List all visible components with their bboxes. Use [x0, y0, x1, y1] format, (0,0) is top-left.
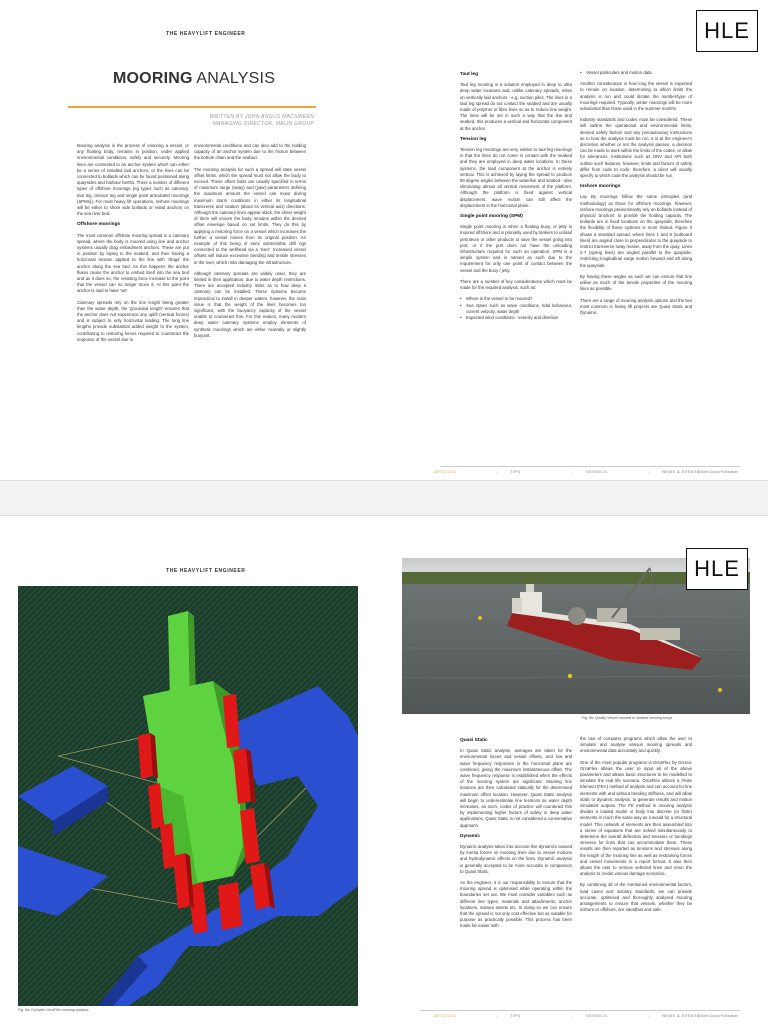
p1-column-1: [77, 143, 189, 463]
footer-rule: [420, 1010, 740, 1011]
hle-logo: HLE: [686, 548, 748, 590]
p1-column-2: [194, 143, 306, 463]
figure-6b-caption: Fig. 6b: Quality Vessel moored to seabed mooring buoys: [582, 716, 673, 720]
paragraph: Taut leg mooring is a solution employed in deep to ultra deep water locations and, unlike catenary spreads, relies on vertically laid anchors - e.g. suction piles. The lines in a taut leg spread do not contact the seabed and are usually made of polymer or fibre lines so as to reduce line weight. The lines will be set in such a way that the line and seabed, this produces a vertical and horizontal component at the anchor.: [460, 82, 572, 131]
paragraph: One of the most popular programs is OrcaFlex by Orcina. OrcaFlex allows the user to input all of the above parameters and allows basic structures to be modelled to simulate the real life scenario. OrcaFlex utilises a Finite Element (FEA) method of analysis and can account for line elements with and without bending stiffness, and will allow static or dynamic analysis, to generate results and motion simulated outputs. The FE method in mooring analysis divides a loaded model or body into discrete (or finite) elements in much the same way as it would for a structural model. This network of elements are then assembled into a series of equations that are solved simultaneously to determine the overall deflection and tensions or bendings stresses for lines that can accommodate them. These results are then reported as tensions and stresses along the length of the mooring line as well as restraining forces and vessel movements in a report format. It also then allows the user to remove selected lines and rerun the analysis to model various damage scenarios.: [580, 759, 692, 877]
nav-separator: |: [648, 469, 650, 474]
paragraph: The mooring analysis for such a spread will state vessel offset limits, which the spread must not allow the body to exceed. These offset limits are usually specified in terms of maximum surge (sway) and (yaw) parameters defining the maximum amount the vessel can move during maximum storm conditions in either its longitudinal transverse and rotation (about its vertical axis) directions. Although the catenary lines appear slack, the sheer weight of them will ensure the body remains within the desired offset envelope based on set limits. They do this by applying a restoring force on a vessel which increases the further a vessel moves from its original position. An example of this being of semi submersible drill rigs connected to the wellhead via a 'riser'. Increased vessel offsets will induce excessive bending and tensile stresses in the riser, which risks damaging the infrastructure.: [194, 166, 306, 265]
byline-role: MANAGING DIRECTOR, MALIN GROUP: [212, 121, 314, 127]
title-rule: [68, 106, 316, 108]
paragraph: Lay By moorings follow the same principles (and methodology) as those for offshore moorings, however, inshore moorings predominantly rely on bollards instead of physical 'anchors' to provide the holding capacity. The bollards are in fixed locations on the quayside, therefore the flexibility of these systems is more limited. Figure 3 shows a standard spread, where lines 1 and 8 (outboard lines) are angled close to perpendicular to the quayside to restrict transverse sway motion, away from the quay. Lines 2-7 (spring lines) are angled parallel to the quayside, restricting longitudinal surge motion forward and aft along the quayside.: [580, 194, 692, 268]
footer-rule: [440, 466, 740, 467]
bullet-list: [580, 70, 692, 76]
paragraph: As the engineer, it is our responsibility to ensure that the mooring spread is optimised while operating within the boundaries set out. We must consider variables such as different line types, materials and attachments, anchor locations, subsea assets etc. In doing so we can ensure that the spread is not only cost effective but as suitable for purpose as practically possible. This process has been made far easier with: [460, 880, 572, 929]
section-heading: Offshore moorings: [77, 222, 121, 228]
publisher-credit: a Malin Group Publication: [697, 1014, 739, 1018]
section-heading: Tension leg: [460, 136, 487, 142]
paragraph: Industry standards and codes must be considered. These will outline the operational and environmental limits, desired safety factors and any precautionary instructions as to how the analysis must be run. It is at the engineer's discretion whether or not the analysis passes, a decision can be made to work within the limits of the codes, or allow for tolerances. Institutions such as DNV and API both outline such features, however, limits and factors of safety differ from code to code; therefore, a client will usually specify to which code the analysis should be run.: [580, 117, 692, 179]
paragraph: Mooring analysis is the process of ensuring a vessel, or any floating body, remains in position, under applied environmental conditions, safely and securely. Mooring lines are connected to an anchor system which can either be a series of installed laid anchors, or the lines can be connected to bollards which can be found positioned along quaysides and harbour berths. There a number of different types of offshore moorings (eg types such as catenary, taut leg, tension leg and single point articulated moorings (SPMs)). For most heavy lift operations, inshore moorings will be either to shore side bollards or relaid anchors on the sea river bed.: [77, 143, 189, 217]
nav-separator: |: [648, 1013, 650, 1018]
nav-link[interactable]: VESSELS: [586, 1013, 608, 1018]
paragraph: Catenary spreads rely on the line length being greater than the water depth, the 'grounded length' ensures that the anchor does not experience any uplift (vertical forces) and is subject to only horizontal loading. The long line lengths provide substantial added weight to the system, contributing to restoring forces required to counteract the response of the vessel due to: [77, 299, 189, 342]
article-title: [113, 70, 275, 88]
paragraph: By having these angles as such we can ensure that line utilise as much of the tensile properties of the mooring lines as possible.: [580, 273, 692, 292]
section-heading: Single point mooring (SPM): [460, 214, 523, 220]
bullet-item: • Vessel particulars and motion data: [580, 70, 692, 76]
deck-carousel: [568, 607, 586, 625]
mooring-buoy: [718, 688, 722, 692]
footer-nav: [434, 1013, 724, 1018]
paragraph: environmental conditions and can also add to the holding capacity of an anchor system due to the friction between the bottom chain and the seabed.: [194, 143, 306, 161]
nav-separator: |: [572, 469, 574, 474]
ship-bridge: [520, 592, 542, 612]
nav-link[interactable]: VESSELS: [586, 469, 608, 474]
orcaflex-render: [18, 586, 358, 1006]
p1-column-4: [580, 70, 692, 462]
paragraph: There are a number of key considerations which must be made for the required analysis, such as:: [460, 278, 572, 291]
paragraph: There are a range of mooring analysis options and the two most common in heavy lift projects are Quasi Static and Dynamic.: [580, 297, 692, 315]
paragraph: the use of computer programs which allow the user to simulate and analyse various mooring spreads and environmental data accurately and quickly.: [580, 736, 692, 754]
section-heading: Dynamic: [460, 833, 480, 839]
bullet-item: • Expected wind conditions - velocity and direction: [460, 315, 572, 321]
publisher-credit: a Malin Group Publication: [697, 470, 739, 474]
bullet-item: • Sea states such as wave conditions, tidal behaviour, current velocity, water depth: [460, 303, 572, 315]
hle-logo: HLE: [696, 10, 758, 52]
mooring-buoy: [568, 674, 572, 678]
footer-nav: [434, 469, 724, 474]
nav-separator: |: [572, 1013, 574, 1018]
page-gutter: [0, 480, 768, 516]
page-1: [0, 0, 768, 480]
magazine-name: THE HEAVYLIFT ENGINEER: [166, 568, 246, 574]
nav-separator: |: [496, 469, 498, 474]
byline: [68, 114, 314, 128]
nav-separator: |: [496, 1013, 498, 1018]
byline-author: WRITTEN BY JOHN ANGUS MACSWEEN: [209, 114, 314, 120]
paragraph: Tension leg moorings are very similar to taut leg moorings in that the lines do not come in contact with the seabed and they are employed in deep water locations. In these systems, the load component at the anchor is entirely vertical. This is achieved by laying the spread to produce 90 degree angles between the waterline and seabed - also eliminating almost all vertical movement of the platform. Although the platform is fixed against vertical displacement, wave motion can still affect the displacement in the horizontal plane.: [460, 147, 572, 208]
mooring-buoy: [478, 616, 482, 620]
paragraph: Another consideration is how long the vessel is expected to remain on location, determining to which limits the analysis is run and could dictate the number/type of moorings required. Typically, winter moorings will be more substantial than those used in the summer months.: [580, 81, 692, 112]
figure-6a-caption: Fig. 6a: Complex OrcaFlex mooring analysis: [18, 1008, 89, 1012]
nav-link[interactable]: ARTICLES: [434, 1013, 457, 1018]
nav-link[interactable]: NEWS & EVENTS: [662, 469, 701, 474]
paragraph: Dynamic analysis takes into account line dynamics caused by inertia forces on mooring lines due to vessel motions and hydrodynamic effects on the lines. Dynamic analysis is generally accepted to be more accurate in comparison to Quasi Static.: [460, 844, 572, 874]
nav-link[interactable]: ARTICLES: [434, 469, 457, 474]
p1-column-3: [460, 70, 572, 462]
page-2: [0, 516, 768, 1024]
p2-column-1: [460, 736, 572, 1006]
nav-link[interactable]: TIPS: [510, 469, 521, 474]
bullet-list: [460, 296, 572, 321]
nav-link[interactable]: TIPS: [510, 1013, 521, 1018]
paragraph: The most common offshore mooring spread is a catenary spread, where the body is moored using line and anchor systems usually drag embedment anchors. These are put in position by laying to the seabed, and then having a horizontal tension applied to the line with 'drags' the anchor along the sea bed. As this happens the anchor flukes cause the anchor to embed itself into the sea bed and as it does so, the resisting force increase to the point that the vessel can no longer move it. At this point the anchor is said to have 'set'.: [77, 232, 189, 294]
title-bold: MOORING: [113, 70, 193, 87]
p2-column-2: [580, 736, 692, 1006]
paragraph: In Quasi Static analysis, averages are taken for the environmental forces and vessel offsets, and low and wave frequency responses in the horizontal plane are combined, giving the maximum instantaneous offset. The wave frequency response is established when the effects of the mooring system are significant. Mooring line tensions are then calculated statically for the determined maximum offset location. However, Quasi Static analysis will begin to underestimate line tensions as water depth increases, as such, codes of practice will counteract this by implementing higher factors of safety in deep water applications. Quasi Static is not considered a conservative approach.: [460, 748, 572, 828]
bullet-item: • Where is the vessel to be moored?: [460, 296, 572, 302]
section-heading: Inshore moorings: [580, 184, 621, 190]
nav-link[interactable]: NEWS & EVENTS: [662, 1013, 701, 1018]
magazine-name: THE HEAVYLIFT ENGINEER: [166, 31, 246, 37]
paragraph: By combining all of the mentioned environmental factors, load cases and industry standards, we can provide accurate, optimised and thoroughly analysed mooring arrangements to ensure that vessels, whether they be inshore or offshore, are steadfast and safe.: [580, 882, 692, 913]
section-heading: Taut leg: [460, 72, 479, 77]
section-heading: Quasi Static: [460, 738, 488, 743]
paragraph: Although catenary spreads are widely used, they are limited in their application, due to water depth restrictions. There are accepted industry limits as to how deep a catenary can be installed. These systems become impractical to install in deeper waters, however, the main issue is that the weight of the lines becomes too significant, with the buoyancy capacity of the vessel unable to counteract this. For this reason, many modern deep water catenary systems employ elements of synthetic moorings which are either neutrally or slightly buoyant.: [194, 270, 306, 338]
title-rest: ANALYSIS: [196, 70, 276, 87]
paragraph: Single point mooring is when a floating buoy, or jetty is moored offshore and is primarily used by tankers to unload petroleum or other products to save the vessel going into port, or if the port does not have the unloading infrastructure required for such an operation. SPM is a simple system and is named as such due to the requirement for only one point of contact between the vessel and the buoy / jetty.: [460, 224, 572, 273]
